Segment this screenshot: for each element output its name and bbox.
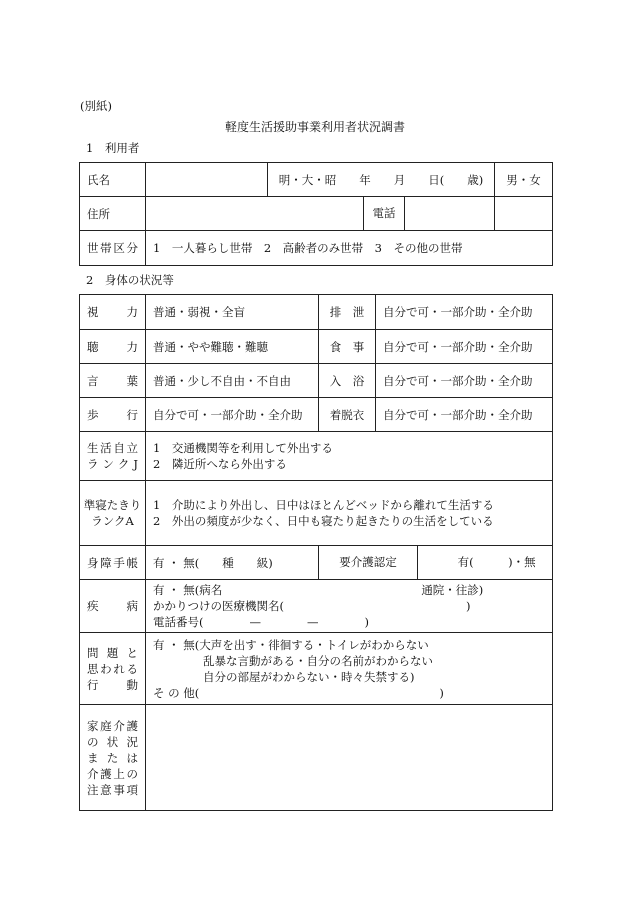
attachment-label: (別紙) xyxy=(80,99,112,113)
behavior-label-line-3: 行 動 xyxy=(87,677,138,692)
rank-j-option-2[interactable]: 2 隣近所へなら外出する xyxy=(153,457,287,471)
vision-row xyxy=(80,295,553,330)
behavior-other-close: ) xyxy=(439,685,444,700)
behavior-label-line-1: 問題と xyxy=(87,645,138,660)
speech-row xyxy=(80,364,553,398)
phone-field[interactable] xyxy=(495,197,553,231)
family-care-row xyxy=(80,705,553,811)
behavior-row xyxy=(80,633,553,705)
behavior-details[interactable] xyxy=(146,633,553,705)
rank-j-label-line-1: 生活自立 xyxy=(87,441,138,455)
walking-options[interactable]: 自分で可・一部介助・全介助 xyxy=(146,398,319,432)
illness-presence[interactable]: 有 ・ 無(病名 xyxy=(153,583,223,597)
vision-label: 視 力 xyxy=(80,295,146,330)
sex-field[interactable]: 男・女 xyxy=(495,163,553,197)
name-label: 氏名 xyxy=(80,163,146,197)
rank-a-label xyxy=(80,481,146,546)
address-row xyxy=(80,197,553,231)
family-care-field[interactable] xyxy=(146,705,553,811)
walking-row xyxy=(80,398,553,432)
user-info-table xyxy=(79,162,553,266)
section-1-heading: 1 利用者 xyxy=(86,141,140,155)
household-options[interactable]: 1 一人暮らし世帯 2 高齢者のみ世帯 3 その他の世帯 xyxy=(146,231,553,266)
vision-options[interactable]: 普通・弱視・全盲 xyxy=(146,295,319,330)
walking-label: 歩 行 xyxy=(80,398,146,432)
address-label: 住所 xyxy=(80,197,146,231)
rank-a-option-1[interactable]: 1 介助により外出し、日中はほとんどベッドから離れて生活する xyxy=(153,498,494,512)
behavior-line-3[interactable]: 自分の部屋がわからない・時々失禁する) xyxy=(203,669,415,684)
dressing-label: 着脱衣 xyxy=(319,398,376,432)
birthdate-field[interactable]: 明・大・昭 年 月 日( 歳) xyxy=(268,163,495,197)
rank-j-options[interactable] xyxy=(146,432,553,481)
hearing-label: 聴 力 xyxy=(80,330,146,364)
household-label: 世帯区分 xyxy=(80,231,146,266)
document-title: 軽度生活援助事業利用者状況調書 xyxy=(224,120,405,134)
physical-status-table xyxy=(79,294,553,811)
family-care-label-line-5: 注意事項 xyxy=(87,782,138,797)
section-2-heading: 2 身体の状況等 xyxy=(86,273,174,287)
care-cert-cell xyxy=(319,546,553,580)
rank-a-option-2[interactable]: 2 外出の頻度が少なく、日中も寝たり起きたりの生活をしている xyxy=(153,514,494,528)
address-field[interactable] xyxy=(146,197,364,231)
excretion-label: 排 泄 xyxy=(319,295,376,330)
name-row xyxy=(80,163,553,197)
illness-visit-type[interactable]: 通院・往診) xyxy=(421,583,484,597)
behavior-other-label[interactable]: そ の 他( xyxy=(153,685,200,700)
family-care-label-line-4: 介護上の xyxy=(87,766,138,781)
bathing-options[interactable]: 自分で可・一部介助・全介助 xyxy=(376,364,553,398)
illness-line-1 xyxy=(153,582,552,598)
phone-cell xyxy=(364,197,495,231)
family-care-label-line-1: 家庭介護 xyxy=(87,718,138,733)
speech-options[interactable]: 普通・少し不自由・不自由 xyxy=(146,364,319,398)
disability-row xyxy=(80,546,553,580)
illness-details[interactable] xyxy=(146,580,553,633)
family-care-label-line-2: の状況 xyxy=(87,734,138,749)
clinic-name-label: かかりつけの医療機関名( xyxy=(153,599,284,613)
family-care-label-line-3: または xyxy=(87,750,138,765)
rank-j-label xyxy=(80,432,146,481)
clinic-phone-line[interactable]: 電話番号( — — ) xyxy=(153,615,369,629)
behavior-line-1[interactable]: 有 ・ 無(大声を出す・徘徊する・トイレがわからない xyxy=(153,637,429,652)
hearing-options[interactable]: 普通・やや難聴・難聴 xyxy=(146,330,319,364)
illness-label: 疾 病 xyxy=(80,580,146,633)
rank-a-options[interactable] xyxy=(146,481,553,546)
illness-row xyxy=(80,580,553,633)
rank-j-option-1[interactable]: 1 交通機関等を利用して外出する xyxy=(153,441,333,455)
rank-j-row xyxy=(80,432,553,481)
illness-line-2 xyxy=(153,598,552,614)
family-care-label xyxy=(80,705,146,811)
behavior-line-4 xyxy=(153,685,552,701)
disability-label: 身障手帳 xyxy=(80,546,146,580)
dressing-options[interactable]: 自分で可・一部介助・全介助 xyxy=(376,398,553,432)
clinic-name-close: ) xyxy=(466,599,471,613)
meal-label: 食 事 xyxy=(319,330,376,364)
bathing-label: 入 浴 xyxy=(319,364,376,398)
rank-a-label-line-2: ランクA xyxy=(91,514,134,528)
speech-label: 言 葉 xyxy=(80,364,146,398)
phone-label: 電話 xyxy=(364,197,405,230)
care-cert-value[interactable]: 有( )・無 xyxy=(457,555,536,569)
name-field[interactable] xyxy=(146,163,268,197)
rank-a-label-line-1: 準寝たきり xyxy=(83,498,142,512)
rank-j-label-line-2: ランクJ xyxy=(87,457,138,471)
excretion-options[interactable]: 自分で可・一部介助・全介助 xyxy=(376,295,553,330)
behavior-label xyxy=(80,633,146,705)
disability-value[interactable]: 有 ・ 無( 種 級) xyxy=(146,546,319,580)
behavior-label-line-2: 思われる xyxy=(87,661,138,676)
hearing-row xyxy=(80,330,553,364)
household-row xyxy=(80,231,553,266)
rank-a-row xyxy=(80,481,553,546)
meal-options[interactable]: 自分で可・一部介助・全介助 xyxy=(376,330,553,364)
care-cert-label: 要介護認定 xyxy=(319,546,418,579)
behavior-line-2[interactable]: 乱暴な言動がある・自分の名前がわからない xyxy=(203,653,433,668)
